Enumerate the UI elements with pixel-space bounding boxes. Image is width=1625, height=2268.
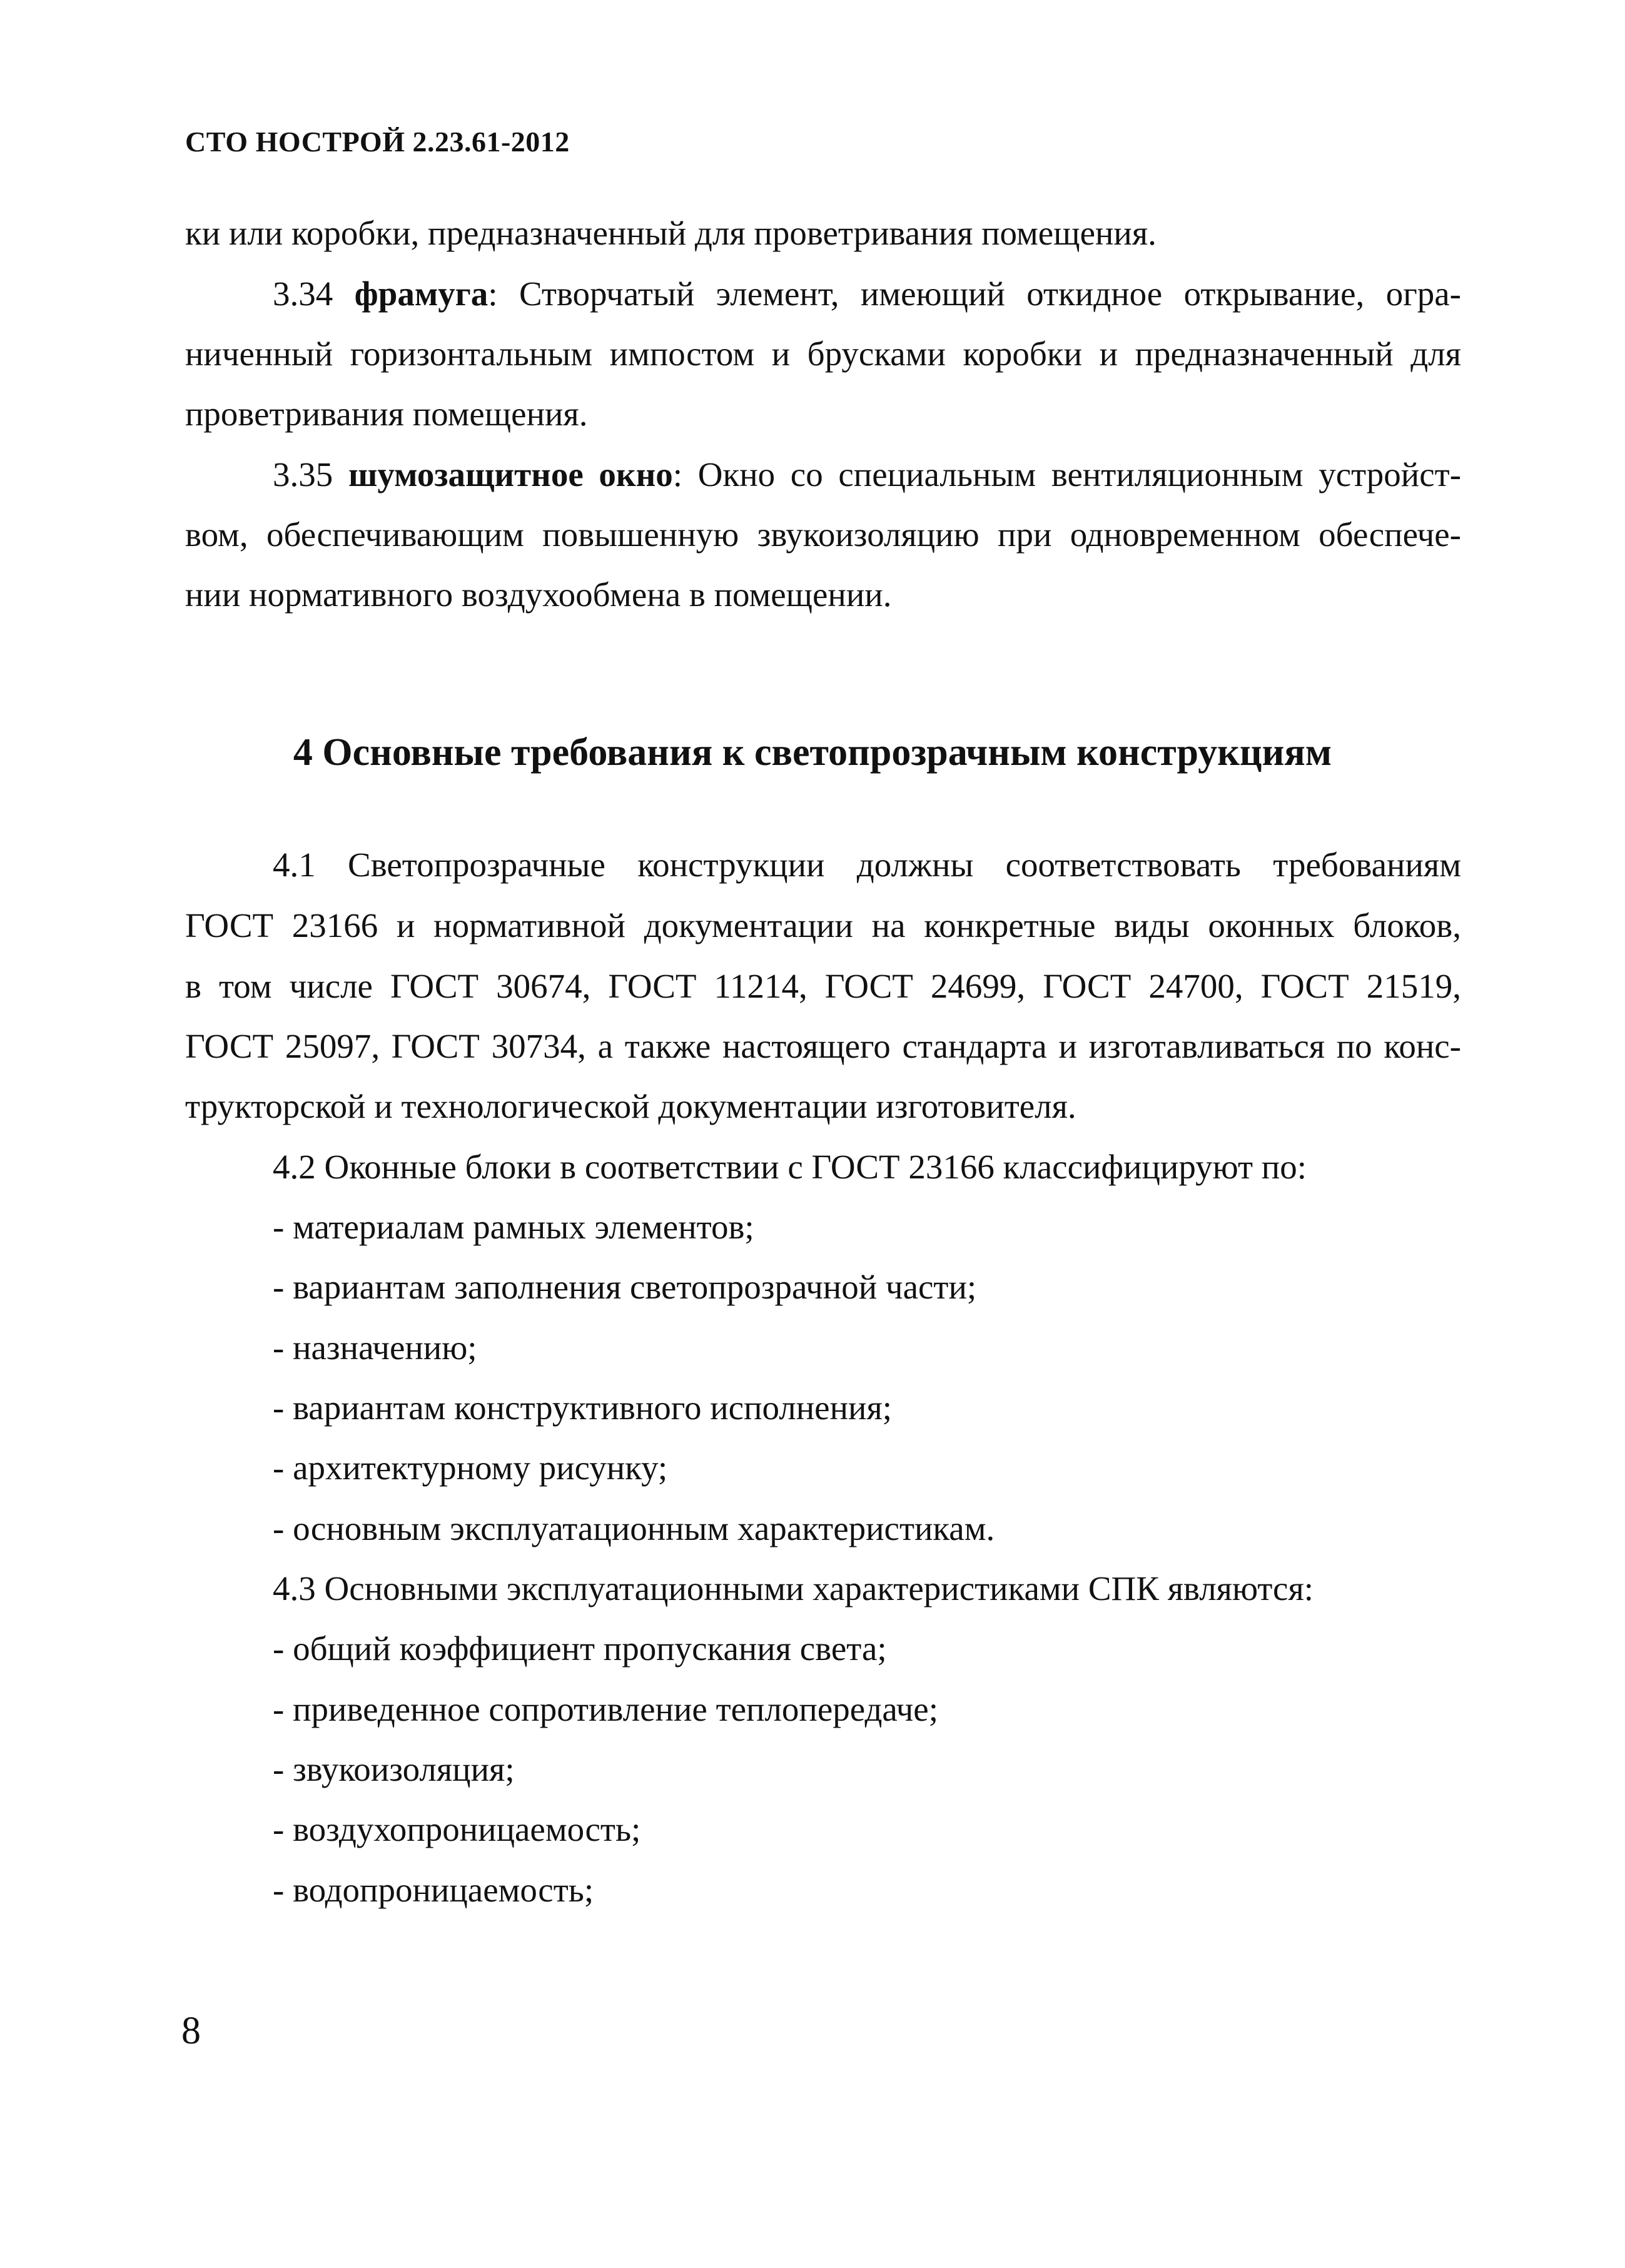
- paragraph-4-1-line-1: 4.1 Светопрозрачные конструкции должны соответствовать требованиям: [273, 846, 1461, 884]
- list-item: - назначению;: [273, 1329, 477, 1367]
- clause-number: 3.34: [273, 275, 355, 313]
- running-header: СТО НОСТРОЙ 2.23.61-2012: [185, 126, 570, 158]
- paragraph-3-35-line-3: нии нормативного воздухообмена в помещении.: [185, 575, 892, 614]
- list-item: - водопроницаемость;: [273, 1871, 594, 1909]
- clause-number: 3.35: [273, 455, 348, 494]
- paragraph-3-33-tail: ки или коробки, предназначенный для проветривания помещения.: [185, 214, 1157, 252]
- list-item: - вариантам заполнения светопрозрачной части;: [273, 1268, 977, 1306]
- paragraph-3-34-line-3: проветривания помещения.: [185, 395, 588, 433]
- definition-text: : Створчатый элемент, имеющий откидное открывание, огра-: [488, 275, 1462, 313]
- list-item: - основным эксплуатационным характеристикам.: [273, 1509, 995, 1547]
- paragraph-4-1-line-4: ГОСТ 25097, ГОСТ 30734, а также настоящего стандарта и изготавливаться по конс-: [185, 1027, 1461, 1065]
- list-item: - воздухопроницаемость;: [273, 1810, 641, 1848]
- term-noise-protective-window: шумозащитное окно: [348, 455, 673, 494]
- paragraph-4-1-line-2: ГОСТ 23166 и нормативной документации на конкретные виды оконных блоков,: [185, 906, 1461, 944]
- paragraph-3-35-line-1: [273, 454, 1461, 495]
- page-number: 8: [181, 2010, 201, 2052]
- paragraph-4-3-intro: 4.3 Основными эксплуатационными характеристиками СПК являются:: [273, 1569, 1314, 1607]
- list-item: - звукоизоляция;: [273, 1750, 515, 1788]
- definition-text: : Окно со специальным вентиляционным устройст-: [672, 455, 1462, 494]
- list-item: - архитектурному рисунку;: [273, 1449, 668, 1487]
- paragraph-4-1-line-3: в том числе ГОСТ 30674, ГОСТ 11214, ГОСТ 24699, ГОСТ 24700, ГОСТ 21519,: [185, 967, 1461, 1005]
- paragraph-4-2-intro: 4.2 Оконные блоки в соответствии с ГОСТ 23166 классифицируют по:: [273, 1148, 1307, 1186]
- paragraph-3-34-line-1: [273, 273, 1461, 315]
- paragraph-3-34-line-2: ниченный горизонтальным импостом и брусками коробки и предназначенный для: [185, 335, 1461, 373]
- list-item: - материалам рамных элементов;: [273, 1208, 754, 1246]
- paragraph-3-35-line-2: вом, обеспечивающим повышенную звукоизоляцию при одновременном обеспече-: [185, 515, 1461, 554]
- list-item: - общий коэффициент пропускания света;: [273, 1629, 887, 1668]
- list-item: - вариантам конструктивного исполнения;: [273, 1389, 893, 1427]
- list-item: - приведенное сопротивление теплопередаче;: [273, 1690, 938, 1728]
- paragraph-4-1-line-5: трукторской и технологической документации изготовителя.: [185, 1087, 1076, 1125]
- section-heading: 4 Основные требования к светопрозрачным конструкциям: [293, 731, 1332, 774]
- term-framuga: фрамуга: [354, 275, 489, 313]
